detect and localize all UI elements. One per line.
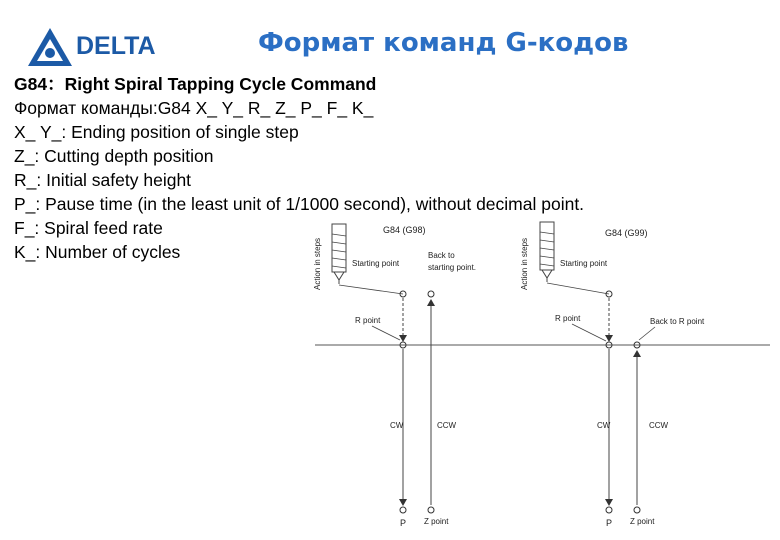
- z-point-label: Z point: [630, 517, 655, 526]
- delta-triangle-icon: [26, 26, 74, 68]
- z-point-marker: [400, 507, 406, 513]
- panel-g98: [313, 224, 476, 528]
- p-label: P: [606, 518, 613, 528]
- p-label: P: [400, 518, 407, 528]
- mode-label: G84 (G98): [383, 225, 426, 235]
- action-label: Action in steps: [520, 237, 529, 290]
- mode-label: G84 (G99): [605, 228, 648, 238]
- z-point-marker: [606, 507, 612, 513]
- f-line: F_: Spiral feed rate: [14, 218, 163, 238]
- k-line: K_: Number of cycles: [14, 242, 181, 262]
- tap-tool-icon: [540, 222, 554, 282]
- back-label-2: starting point.: [428, 263, 477, 272]
- r-point-label: R point: [555, 314, 581, 323]
- back-label-1: Back to: [428, 251, 455, 260]
- z-line: Z_: Cutting depth position: [14, 146, 214, 166]
- back-to-r-label: Back to R point: [650, 317, 705, 326]
- z-point-label: Z point: [424, 517, 449, 526]
- r-point-label: R point: [355, 316, 381, 325]
- z-return-marker: [428, 507, 434, 513]
- panel-g99: [520, 222, 705, 528]
- xy-line: X_ Y_: Ending position of single step: [14, 122, 299, 142]
- r-line: R_: Initial safety height: [14, 170, 192, 190]
- delta-logo: [26, 26, 156, 68]
- z-return-marker: [634, 507, 640, 513]
- page-title: Формат команд G-кодов: [258, 28, 629, 58]
- starting-point-label: Starting point: [352, 259, 400, 268]
- return-point-marker: [428, 291, 434, 297]
- tapping-cycle-diagram: [300, 218, 780, 540]
- tap-tool-icon: [332, 224, 346, 284]
- format-line: Формат команды:G84 X_ Y_ R_ Z_ P_ F_ K_: [14, 98, 374, 118]
- ccw-label: CCW: [437, 421, 457, 430]
- action-label: Action in steps: [313, 237, 322, 290]
- p-line: P_: Pause time (in the least unit of 1/1000 second), without decimal point.: [14, 194, 585, 214]
- command-heading: G84：Right Spiral Tapping Cycle Command: [14, 74, 377, 94]
- ccw-label: CCW: [649, 421, 669, 430]
- logo-text: DELTA: [76, 32, 156, 60]
- cw-label: CW: [390, 421, 404, 430]
- starting-point-label: Starting point: [560, 259, 608, 268]
- cw-label: CW: [597, 421, 611, 430]
